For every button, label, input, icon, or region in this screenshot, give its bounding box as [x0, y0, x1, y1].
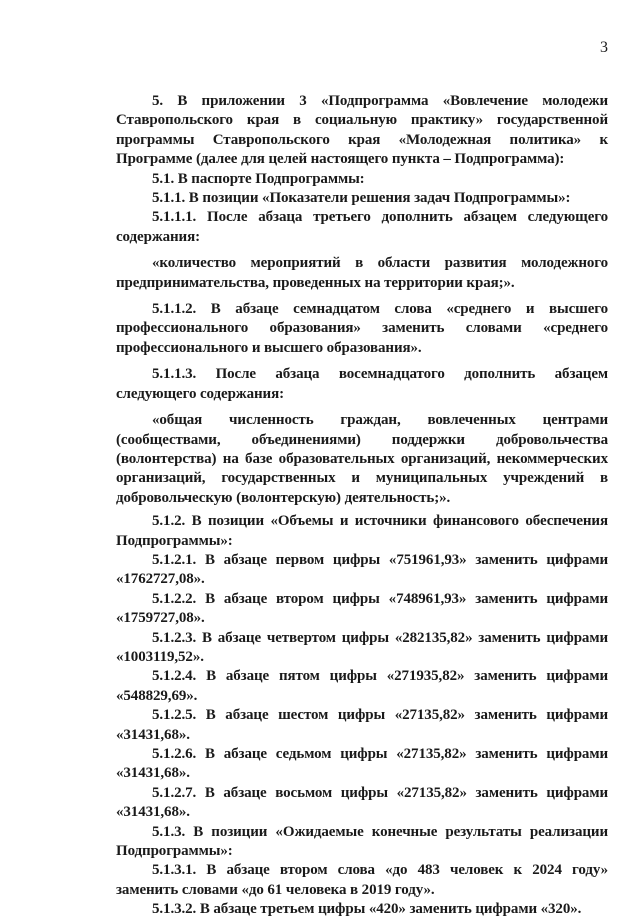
paragraph-5-1-3-2: 5.1.3.2. В абзаце третьем цифры «420» заменить цифрами «320». — [152, 901, 582, 918]
paragraph-5-1-1-3: 5.1.1.3. После абзаца восемнадцатого дополнить абзацем следующего содержания: — [116, 366, 608, 402]
paragraph-5-1-2-7: 5.1.2.7. В абзаце восьмом цифры «27135,82» заменить цифрами «31431,68». — [116, 784, 608, 821]
paragraph-5-1-2-3: 5.1.2.3. В абзаце четвертом цифры «282135,82» заменить цифрами «1003119,52». — [116, 629, 608, 665]
paragraph-5-1-2-2: 5.1.2.2. В абзаце втором цифры «748961,93» заменить цифрами «1759727,08». — [116, 590, 608, 627]
paragraph-5-1: 5.1. В паспорте Подпрограммы: — [152, 170, 365, 187]
page-number: 3 — [600, 39, 608, 56]
document-body — [116, 92, 608, 920]
paragraph-5-1-1-2: 5.1.1.2. В абзаце семнадцатом слова «среднего и высшего профессионального образования» заменить словами «среднего профессионального и высшего образования». — [116, 301, 608, 356]
paragraph-5-1-3: 5.1.3. В позиции «Ожидаемые конечные результаты реализации Подпрограммы»: — [116, 823, 608, 860]
quote-volunteers: «общая численность граждан, вовлеченных центрами (сообществами, объединениями) поддержки добровольчества (волонтерства) на базе образовательных организаций, некоммерческих организаций, государственных и муниципальных учреждений в добровольческую (волонтерскую) деятельность;». — [116, 412, 608, 506]
paragraph-5-1-2-5: 5.1.2.5. В абзаце шестом цифры «27135,82» заменить цифрами «31431,68». — [116, 707, 608, 743]
paragraph-5-1-2: 5.1.2. В позиции «Объемы и источники финансового обеспечения Подпрограммы»: — [116, 513, 608, 549]
quote-entrepreneurship: «количество мероприятий в области развития молодежного предпринимательства, проведенных на территории края;». — [116, 255, 608, 291]
paragraph-5-1-2-6: 5.1.2.6. В абзаце седьмом цифры «27135,82» заменить цифрами «31431,68». — [116, 746, 608, 782]
paragraph-5-1-1-1: 5.1.1.1. После абзаца третьего дополнить абзацем следующего содержания: — [116, 209, 608, 245]
paragraph-5-1-3-1: 5.1.3.1. В абзаце втором слова «до 483 человек к 2024 году» заменить словами «до 61 человека в 2019 году». — [116, 862, 608, 898]
paragraph-5-1-1: 5.1.1. В позиции «Показатели решения задач Подпрограммы»: — [152, 190, 571, 207]
paragraph-5-1-2-4: 5.1.2.4. В абзаце пятом цифры «271935,82» заменить цифрами «548829,69». — [116, 668, 608, 704]
paragraph-5-1-2-1: 5.1.2.1. В абзаце первом цифры «751961,93» заменить цифрами «1762727,08». — [116, 551, 608, 588]
paragraph-5: 5. В приложении 3 «Подпрограмма «Вовлечение молодежи Ставропольского края в социальную практику» государственной программы Ставропольского края «Молодежная политика» к Программе (далее для целей настоящего пункта – Подпрограмма): — [116, 93, 608, 168]
